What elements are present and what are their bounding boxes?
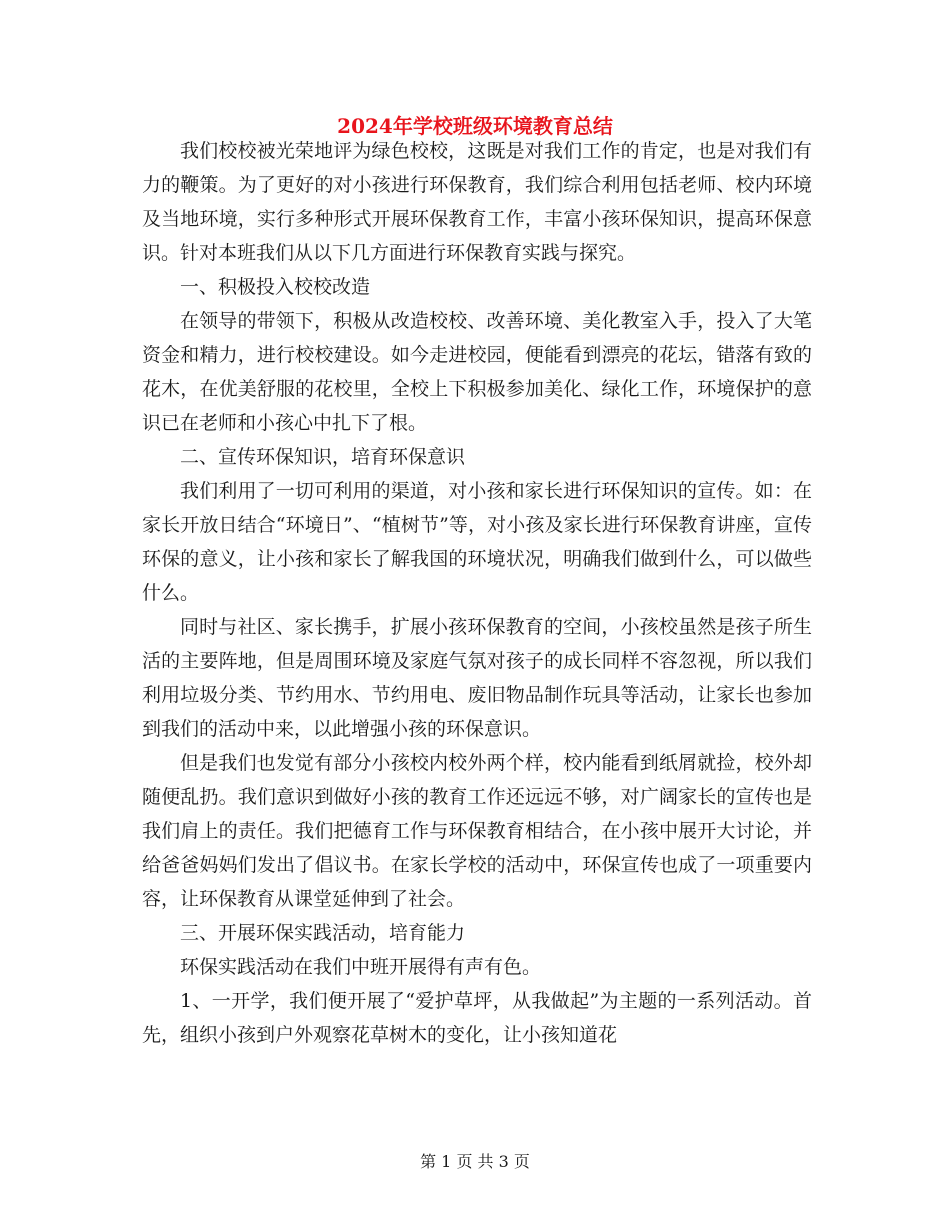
paragraph-section-1: 在领导的带领下，积极从改造校校、改善环境、美化教室入手，投入了大笔资金和精力，进行校校建设。如今走进校园，便能看到漂亮的花坛，错落有致的花木，在优美舒服的花校里，全校上下积极参加美化、绿化工作，环境保护的意识已在老师和小孩心中扎下了根。 — [142, 310, 812, 434]
paragraph-section-3b: 1、一开学，我们便开展了“爱护草坪，从我做起”为主题的一系列活动。首先，组织小孩到户外观察花草树木的变化，让小孩知道花 — [142, 990, 812, 1046]
paragraph-intro: 我们校校被光荣地评为绿色校校，这既是对我们工作的肯定，也是对我们有力的鞭策。为了更好的对小孩进行环保教育，我们综合利用包括老师、校内环境及当地环境，实行多种形式开展环保教育工作，丰富小孩环保知识，提高环保意识。针对本班我们从以下几方面进行环保教育实践与探究。 — [142, 140, 812, 264]
section-heading-1: 一、积极投入校校改造 — [180, 276, 371, 298]
document-title: 2024年学校班级环境教育总结 — [337, 114, 613, 138]
paragraph-section-2a: 我们利用了一切可利用的渠道，对小孩和家长进行环保知识的宣传。如：在家长开放日结合“环境日”、“植树节”等，对小孩及家长进行环保教育讲座，宣传环保的意义，让小孩和家长了解我国的环境状况，明确我们做到什么，可以做些什么。 — [142, 480, 812, 604]
section-heading-2: 二、宣传环保知识，培育环保意识 — [180, 446, 466, 468]
section-heading-3: 三、开展环保实践活动，培育能力 — [180, 922, 466, 944]
page-footer: 第 1 页 共 3 页 — [420, 1152, 530, 1171]
paragraph-section-3a: 环保实践活动在我们中班开展得有声有色。 — [180, 956, 542, 978]
paragraph-section-2b: 同时与社区、家长携手，扩展小孩环保教育的空间，小孩校虽然是孩子所生活的主要阵地，但是周围环境及家庭气氛对孩子的成长同样不容忽视，所以我们利用垃圾分类、节约用水、节约用电、废旧物品制作玩具等活动，让家长也参加到我们的活动中来，以此增强小孩的环保意识。 — [142, 616, 812, 740]
paragraph-section-2c: 但是我们也发觉有部分小孩校内校外两个样，校内能看到纸屑就捡，校外却随便乱扔。我们意识到做好小孩的教育工作还远远不够，对广阔家长的宣传也是我们肩上的责任。我们把德育工作与环保教育相结合，在小孩中展开大讨论，并给爸爸妈妈们发出了倡议书。在家长学校的活动中，环保宣传也成了一项重要内容，让环保教育从课堂延伸到了社会。 — [142, 752, 812, 910]
document-body — [142, 134, 812, 1052]
